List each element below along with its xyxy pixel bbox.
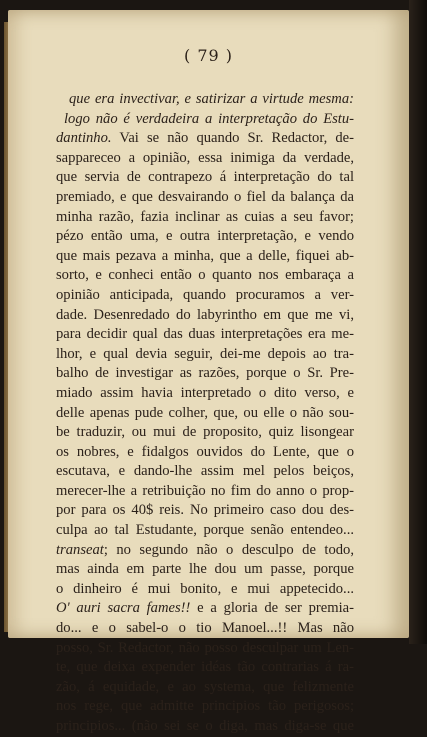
text-segment: nos rege, que admitte principios tão perigosos;	[56, 698, 354, 715]
text-line	[56, 482, 354, 502]
text-line	[56, 658, 354, 678]
text-line	[56, 423, 354, 443]
italic-segment: transeat	[56, 541, 104, 558]
text-segment: do... e o sabel-o o tio Manoel...!! Mas não	[56, 620, 354, 637]
italic-segment: O' auri sacra fames!!	[56, 600, 191, 617]
page-number: ( 79 )	[183, 46, 233, 65]
text-segment: sorto, e conheci então o quanto nos embaraça a	[56, 267, 354, 284]
text-segment: que mais pezava a minha, que a delle, fiquei ab-	[56, 247, 354, 264]
text-line	[56, 286, 354, 306]
text-line	[56, 90, 354, 110]
text-line	[56, 110, 354, 130]
text-segment: posso, Sr. Redactor, não posso desculpar um Len-	[56, 639, 354, 656]
text-line	[56, 227, 354, 247]
text-line	[56, 404, 354, 424]
text-line	[56, 541, 354, 561]
text-segment: be traduzir, ou mui de proposito, quiz lisongear	[56, 424, 354, 441]
text-line	[56, 443, 354, 463]
text-segment: delle apenas pude colher, que, ou elle o não sou-	[56, 404, 354, 421]
text-segment: premiado, e que desvairando o fiel da balança da	[56, 188, 354, 205]
text-segment: escutava, e dando-lhe assim mel pelos beiços,	[56, 463, 354, 480]
text-segment: principios... (não sei se o diga, mas diga-se que	[56, 718, 354, 734]
book-page	[8, 10, 409, 734]
text-segment: lhor, e qual devia seguir, dei-me depois ao tra-	[56, 345, 354, 362]
body-text	[56, 90, 354, 737]
text-segment: mas ainda em parte lhe dou um passe, porque	[56, 561, 354, 578]
text-line	[56, 462, 354, 482]
text-line	[56, 697, 354, 717]
text-segment: que servia de contrapezo á interpretação do tal	[56, 169, 354, 186]
text-segment: balho de investigar as razões, porque o Sr. Pre-	[56, 365, 354, 382]
text-segment: e a gloria de ser premia-	[190, 600, 354, 617]
book-spine	[409, 0, 427, 644]
text-line	[56, 521, 354, 541]
text-segment: opinião anticipada, quando procuramos a ver-	[56, 286, 354, 303]
text-line	[56, 247, 354, 267]
text-segment: por para os 40$ reis. No primeiro caso dou des-	[56, 502, 354, 519]
text-line	[56, 266, 354, 286]
text-segment: culpa ao tal Estudante, porque senão entendeo...	[56, 522, 354, 539]
text-segment: para decidir qual das duas interpretações era me-	[56, 326, 354, 343]
text-line	[56, 149, 354, 169]
text-line	[56, 384, 354, 404]
text-line	[56, 717, 354, 737]
text-line	[56, 580, 354, 600]
text-line	[56, 208, 354, 228]
text-line	[56, 619, 354, 639]
text-segment: pézo então uma, e outra interpretação, e vendo	[56, 228, 354, 245]
text-line	[56, 325, 354, 345]
italic-segment: dantinho.	[56, 130, 112, 147]
text-segment: zão, á equidade, e ao systema, que felizmente	[56, 678, 354, 695]
text-segment: Vai se não quando Sr. Redactor, de-	[111, 130, 354, 147]
text-segment: sappareceo a opinião, essa inimiga da verdade,	[56, 149, 354, 166]
text-segment: te, que deixa expender idéas tão contrarias á ra-	[56, 659, 354, 676]
text-segment: ; no segundo não o desculpo de todo,	[103, 541, 354, 558]
text-segment: minha razão, fazia inclinar as cuias a seu favor;	[56, 208, 354, 225]
text-line	[56, 188, 354, 208]
text-segment: miado assim havia interpretado o dito verso, e	[56, 384, 354, 401]
text-line	[56, 678, 354, 698]
text-line	[56, 345, 354, 365]
text-line	[56, 560, 354, 580]
text-segment: dade. Desenredado do labyrintho em que me vi,	[56, 306, 354, 323]
text-line	[56, 639, 354, 659]
text-line	[56, 168, 354, 188]
text-segment: os nobres, e fidalgos ouvidos do Lente, que o	[56, 443, 354, 460]
text-segment: o dinheiro é mui bonito, e mui appetecido...	[56, 580, 354, 597]
text-line	[56, 129, 354, 149]
italic-segment: que era invectivar, e satirizar a virtude mesma:	[69, 91, 354, 107]
text-line	[56, 501, 354, 521]
text-line	[56, 364, 354, 384]
text-line	[56, 306, 354, 326]
italic-segment: logo não é verdadeira a interpretação do Estu-	[64, 110, 354, 127]
text-segment: merecer-lhe a retribuição no fim do anno o prop-	[56, 482, 354, 499]
text-line	[56, 599, 354, 619]
